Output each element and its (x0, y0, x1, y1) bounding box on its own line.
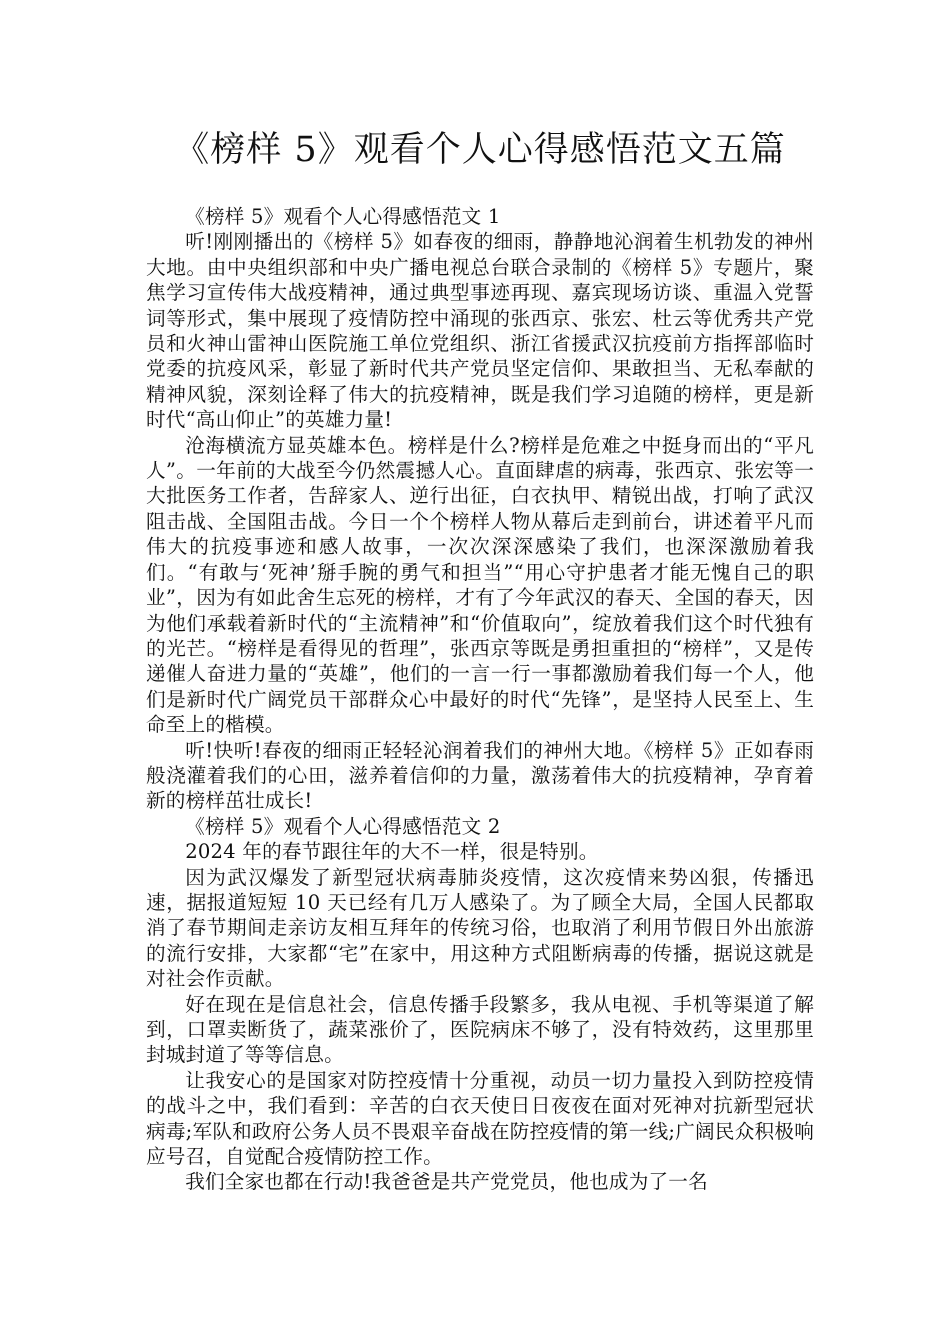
paragraph: 2024 年的春节跟往年的大不一样，很是特别。 (185, 840, 599, 864)
section-heading: 《榜样 5》观看个人心得感悟范文 1 (185, 205, 501, 228)
document-title: 《榜样 5》观看个人心得感悟范文五篇 (174, 130, 786, 170)
paragraph: 听!刚刚播出的《榜样 5》如春夜的细雨，静静地沁润着生机勃发的神州大地。由中央组织部和中央广播电视总台联合录制的《榜样 5》专题片，聚焦学习宣传伟大战疫精神，通过典型事迹再现、嘉宾现场访谈、重温入党誓词等形式，集中展现了疫情防控中涌现的张西京、张宏、杜云等优秀共产党员和火神山雷神山医院施工单位党组织、浙江省援武汉抗疫前方指挥部临时党委的抗疫风采，彰显了新时代共产党员坚定信仰、果敢担当、无私奉献的精神风貌，深刻诠释了伟大的抗疫精神，既是我们学习追随的榜样，更是新时代“高山仰止”的英雄力量! (146, 230, 814, 432)
paragraph: 让我安心的是国家对防控疫情十分重视，动员一切力量投入到防控疫情的战斗之中，我们看到：辛苦的白衣天使日日夜夜在面对死神对抗新型冠状病毒;军队和政府公务人员不畏艰辛奋战在防控疫情的第一线;广阔民众积极响应号召，自觉配合疫情防控工作。 (146, 1068, 814, 1169)
paragraph: 好在现在是信息社会，信息传播手段繁多，我从电视、手机等渠道了解到，口罩卖断货了，蔬菜涨价了，医院病床不够了，没有特效药，这里那里封城封道了等等信息。 (146, 992, 814, 1067)
section-heading: 《榜样 5》观看个人心得感悟范文 2 (185, 814, 501, 838)
paragraph: 听!快听!春夜的细雨正轻轻沁润着我们的神州大地。《榜样 5》正如春雨般浇灌着我们的心田，滋养着信仰的力量，激荡着伟大的抗疫精神，孕育着新的榜样茁壮成长! (146, 738, 814, 813)
paragraph: 沧海横流方显英雄本色。榜样是什么?榜样是危难之中挺身而出的“平凡人”。一年前的大战至今仍然震撼人心。直面肆虐的病毒，张西京、张宏等一大批医务工作者，告辞家人、逆行出征，白衣执甲、精锐出战，打响了武汉阻击战、全国阻击战。今日一个个榜样人物从幕后走到前台，讲述着平凡而伟大的抗疫事迹和感人故事，一次次深深感染了我们，也深深激励着我们。“有敢与‘死神’掰手腕的勇气和担当”“用心守护患者才能无愧自己的职业”，因为有如此舍生忘死的榜样，才有了今年武汉的春天、全国的春天，因为他们承载着新时代的“主流精神”和“价值取向”，绽放着我们这个时代独有的光芒。“榜样是看得见的哲理”，张西京等既是勇担重担的“榜样”，又是传递催人奋进力量的“英雄”，他们的一言一行一事都激励着我们每一个人，他们是新时代广阔党员干部群众心中最好的时代“先锋”，是坚持人民至上、生命至上的楷模。 (146, 433, 814, 737)
document-body (146, 204, 814, 1195)
paragraph: 因为武汉爆发了新型冠状病毒肺炎疫情，这次疫情来势凶狠，传播迅速，据报道短短 10 天已经有几万人感染了。为了顾全大局，全国人民都取消了春节期间走亲访友相互拜年的传统习俗，也取消了利用节假日外出旅游的流行安排，大家都“宅”在家中，用这种方式阻断病毒的传播，据说这就是对社会作贡献。 (146, 865, 814, 991)
paragraph: 我们全家也都在行动!我爸爸是共产党党员，他也成为了一名 (185, 1170, 708, 1194)
